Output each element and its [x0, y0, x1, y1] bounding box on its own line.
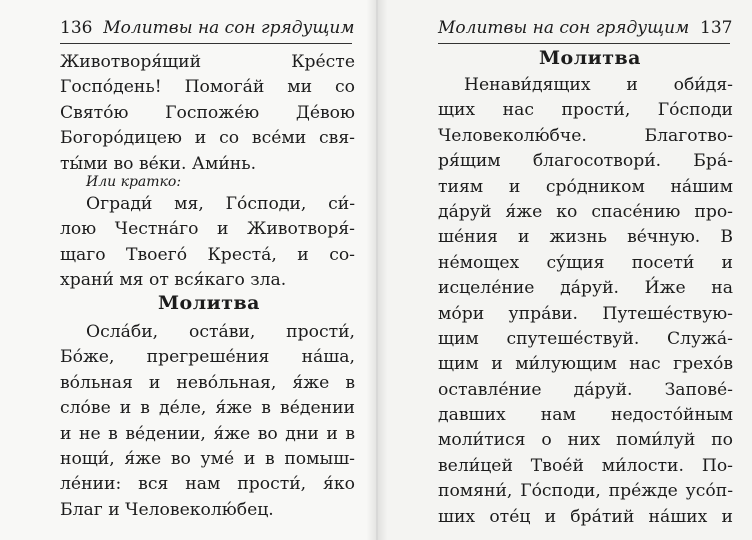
text-line: щих нас прости́, Го́споди	[438, 100, 733, 121]
text-line: Богоро́дицею и со все́ми свя-	[60, 128, 355, 149]
text-line: щаго Твоего́ Креста́, и со-	[60, 244, 355, 265]
text-line: ших оте́ц и бра́тий на́ших и	[438, 506, 733, 527]
right-page-number: 137	[700, 18, 733, 38]
right-block-1	[438, 73, 733, 530]
text-line: Свято́ю Госпоже́ю Де́вою	[60, 102, 355, 123]
left-block-2	[60, 192, 355, 294]
book-gutter	[366, 0, 388, 540]
text-line: не́мощех су́щия посети́ и	[438, 252, 733, 273]
text-line: мо́ри упра́ви. Путеше́ствую-	[438, 303, 733, 324]
text-line: щим и ми́лующим нас грехо́в	[438, 354, 733, 375]
text-line: тиям и сро́дником на́шим	[438, 176, 733, 197]
right-running-head	[438, 18, 732, 40]
left-page-number: 136	[60, 18, 93, 38]
text-line: Ненави́дящих и оби́дя-	[464, 75, 733, 95]
text-line: вели́цей Твое́й ми́лости. По-	[438, 455, 733, 476]
text-line: ты́ми во ве́ки. Ами́нь.	[60, 153, 257, 174]
text-line: помяни́, Го́споди, пре́жде усо́п-	[438, 481, 733, 502]
text-line: Осла́би, оста́ви, прости́,	[86, 322, 355, 342]
left-header-rule	[60, 43, 352, 44]
text-line: да́руй я́же ко спасе́нию про-	[438, 201, 733, 222]
text-line: лою Честна́го и Животворя́-	[60, 219, 355, 240]
text-line: Бо́же, прегреше́ния на́ша,	[60, 347, 355, 368]
text-line: сло́ве и в де́ле, я́же в ве́дении	[60, 398, 355, 419]
text-line: Госпо́день! Помога́й ми со	[60, 77, 355, 98]
left-block-1	[60, 50, 355, 177]
text-line: оставле́ние да́руй. Запове́-	[438, 379, 733, 400]
text-line: Человеколю́бче. Благотво-	[438, 125, 733, 146]
text-line: нощи́, я́же во уме́ и в помыш-	[60, 448, 355, 469]
text-line: Животворя́щий Кре́сте	[60, 52, 355, 72]
text-line: Благ и Человеколю́бец.	[60, 499, 274, 520]
right-header-rule	[438, 43, 730, 44]
text-line: храни́ мя от вся́каго зла.	[60, 270, 287, 291]
right-page	[376, 0, 752, 540]
left-header-title: Молитвы на сон грядущим	[103, 18, 355, 38]
note-or-briefly: Или кратко:	[86, 174, 182, 190]
left-running-head	[60, 18, 354, 40]
prayer-title: Молитва	[539, 47, 641, 69]
prayer-title: Молитва	[158, 292, 260, 314]
text-line: ше́ния и жизнь ве́чную. В	[438, 227, 733, 248]
text-line: исцеле́ние да́руй. И́же на	[438, 278, 733, 299]
text-line: Огради́ мя, Го́споди, си́-	[86, 194, 355, 214]
text-line: ле́нии: вся нам прости́, я́ко	[60, 474, 355, 495]
text-line: давших нам недосто́йным	[438, 405, 733, 426]
text-line: во́льная и нево́льная, я́же в	[60, 372, 355, 393]
right-header-title: Молитвы на сон грядущим	[438, 18, 690, 38]
text-line: ря́щим благосотвори́. Бра́-	[438, 151, 733, 172]
text-line: и не в ве́дении, я́же во дни и в	[60, 423, 355, 444]
text-line: моли́тися о них поми́луй по	[438, 430, 733, 451]
text-line: щим спутеше́ствуй. Служа́-	[438, 328, 733, 349]
left-block-3	[60, 320, 355, 523]
